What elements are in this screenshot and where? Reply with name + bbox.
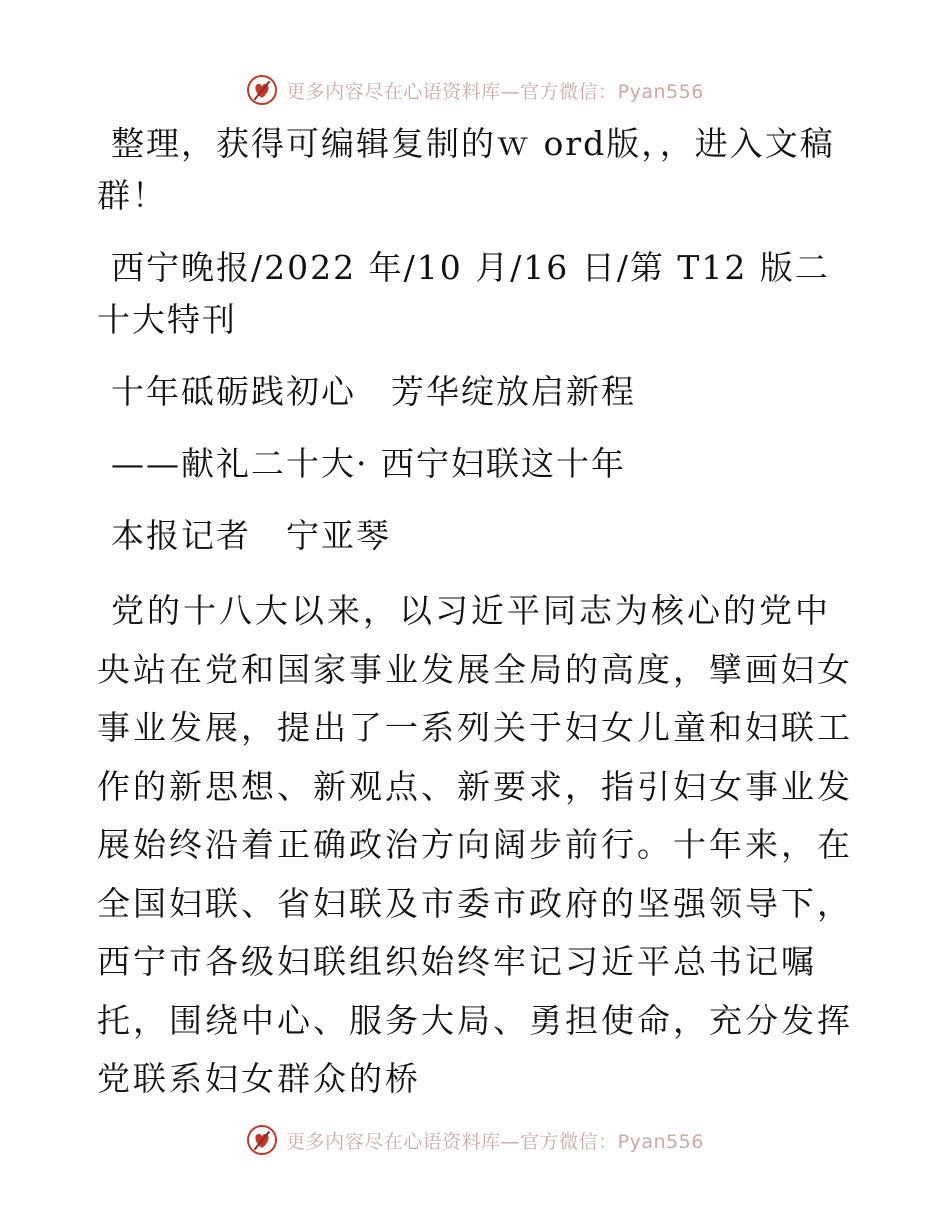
byline: 本报记者 宁亚琴 — [111, 516, 391, 555]
intro-paragraph: 整理，获得可编辑复制的ｗ ord版，，进入文稿群！ — [97, 124, 835, 215]
watermark-text: 更多内容尽在心语资料库—官方微信：Pyan556 — [286, 1130, 704, 1153]
source-line: 西宁晚报/2022 年/10 月/16 日/第 T12 版二十大特刊 — [97, 248, 830, 339]
watermark-header — [0, 70, 950, 110]
document-body — [97, 118, 857, 1109]
watermark-footer — [0, 1120, 950, 1160]
body-paragraph: 党的十八大以来，以习近平同志为核心的党中央站在党和国家事业发展全局的高度，擘画妇女事业发展，提出了一系列关于妇女儿童和妇联工作的新思想、新观点、新要求，指引妇女事业发展始终沿着正确政治方向阔步前行。十年来，在全国妇联、省妇联及市委市政府的坚强领导下，西宁市各级妇联组织始终牢记习近平总书记嘱托，围绕中心、服务大局、勇担使命，充分发挥党联系妇女群众的桥 — [97, 591, 853, 1098]
article-subtitle: ——献礼二十大· 西宁妇联这十年 — [111, 444, 626, 483]
article-title: 十年砥砺践初心 芳华绽放启新程 — [111, 372, 636, 411]
heart-pen-logo-icon — [246, 74, 278, 106]
heart-pen-logo-icon — [246, 1124, 278, 1156]
watermark-text: 更多内容尽在心语资料库—官方微信：Pyan556 — [286, 80, 704, 103]
